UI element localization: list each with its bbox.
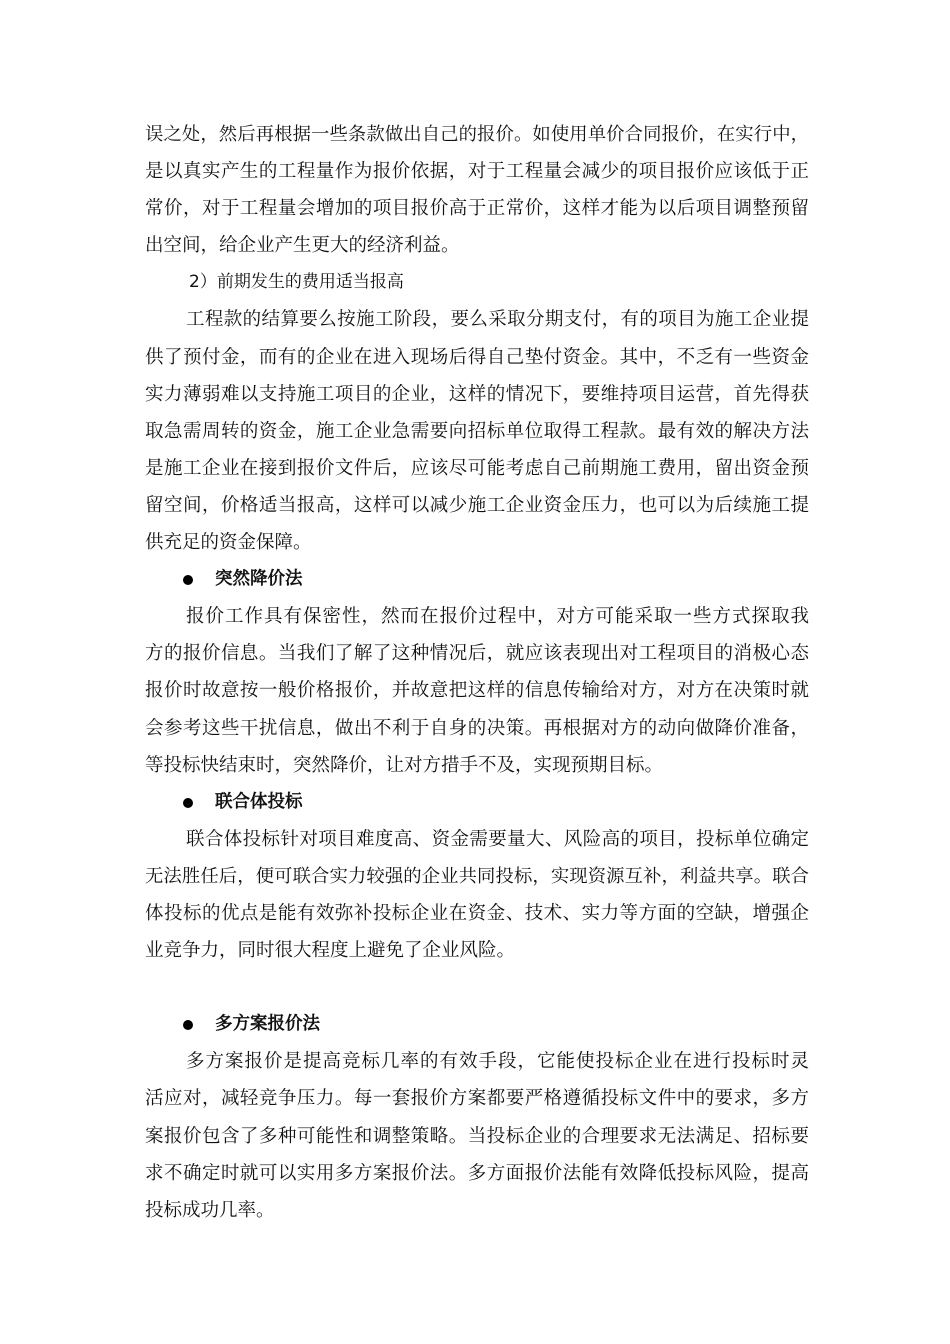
bullet-icon (183, 575, 193, 585)
text-line: 工程款的结算要么按施工阶段，要么采取分期支付，有的项目为施工企业提 (186, 309, 809, 331)
section-heading-text: 多方案报价法 (215, 1014, 320, 1035)
text-line: 报价时故意按一般价格报价，并故意把这样的信息传输给对方，对方在决策时就 (145, 680, 809, 702)
text-line: 活应对，减轻竞争压力。每一套报价方案都要严格遵循投标文件中的要求，多方 (145, 1088, 809, 1110)
text-line: 供了预付金，而有的企业在进入现场后得自己垫付资金。其中，不乏有一些资金 (145, 346, 809, 368)
text-line: 报价工作具有保密性，然而在报价过程中，对方可能采取一些方式探取我 (186, 606, 809, 628)
section-heading-multi-scheme-bid (145, 1006, 809, 1043)
section-heading-consortium-bid (145, 784, 809, 821)
text-line: 是以真实产生的工程量作为报价依据，对于工程量会减少的项目报价应该低于正 (145, 161, 809, 183)
text-line: 留空间，价格适当报高，这样可以减少施工企业资金压力，也可以为后续施工提 (145, 494, 809, 516)
text-line: 取急需周转的资金，施工企业急需要向招标单位取得工程款。最有效的解决方法 (145, 420, 809, 442)
text-line: 实力薄弱难以支持施工项目的企业，这样的情况下，要维持项目运营，首先得获 (145, 383, 809, 405)
document-body (145, 116, 809, 1229)
bullet-icon (183, 798, 193, 808)
paragraph-early-costs (145, 301, 809, 561)
section-heading-text: 突然降价法 (215, 569, 303, 590)
text-line: 联合体投标针对项目难度高、资金需要量大、风险高的项目，投标单位确定 (186, 828, 809, 850)
text-line: 常价，对于工程量会增加的项目报价高于正常价，这样才能为以后项目调整预留 (145, 198, 809, 220)
text-line: 误之处，然后再根据一些条款做出自己的报价。如使用单价合同报价，在实行中， (145, 124, 809, 145)
text-line: 投标成功几率。 (145, 1199, 275, 1221)
text-line: 多方案报价是提高竞标几率的有效手段，它能使投标企业在进行投标时灵 (186, 1051, 809, 1073)
subheading-early-costs: 2）前期发生的费用适当报高 (189, 272, 404, 293)
text-line: 业竞争力，同时很大程度上避免了企业风险。 (145, 940, 516, 962)
text-line: 出空间，给企业产生更大的经济利益。 (145, 235, 460, 257)
paragraph-multi-scheme-bid (145, 1043, 809, 1228)
section-heading-sudden-price-cut (145, 561, 809, 598)
text-line: 方的报价信息。当我们了解了这种情况后，就应该表现出对工程项目的消极心态 (145, 643, 809, 665)
text-line: 无法胜任后，便可联合实力较强的企业共同投标，实现资源互补，利益共享。联合 (145, 865, 809, 887)
paragraph-bid-adjustment (145, 116, 809, 264)
text-line: 求不确定时就可以实用多方案报价法。多方面报价法能有效降低投标风险，提高 (145, 1162, 809, 1184)
blank-line (145, 969, 809, 1006)
text-line: 案报价包含了多种可能性和调整策略。当投标企业的合理要求无法满足、招标要 (145, 1125, 809, 1147)
paragraph-sudden-price-cut (145, 598, 809, 783)
text-line: 会参考这些干扰信息，做出不利于自身的决策。再根据对方的动向做降价准备， (145, 717, 809, 739)
text-line: 体投标的优点是能有效弥补投标企业在资金、技术、实力等方面的空缺，增强企 (145, 902, 809, 924)
bullet-icon (183, 1020, 193, 1030)
section-heading-text: 联合体投标 (215, 791, 303, 812)
paragraph-consortium-bid (145, 821, 809, 969)
text-line: 供充足的资金保障。 (145, 532, 312, 554)
text-line: 等投标快结束时，突然降价，让对方措手不及，实现预期目标。 (145, 754, 664, 776)
text-line: 是施工企业在接到报价文件后，应该尽可能考虑自己前期施工费用，留出资金预 (145, 457, 809, 479)
